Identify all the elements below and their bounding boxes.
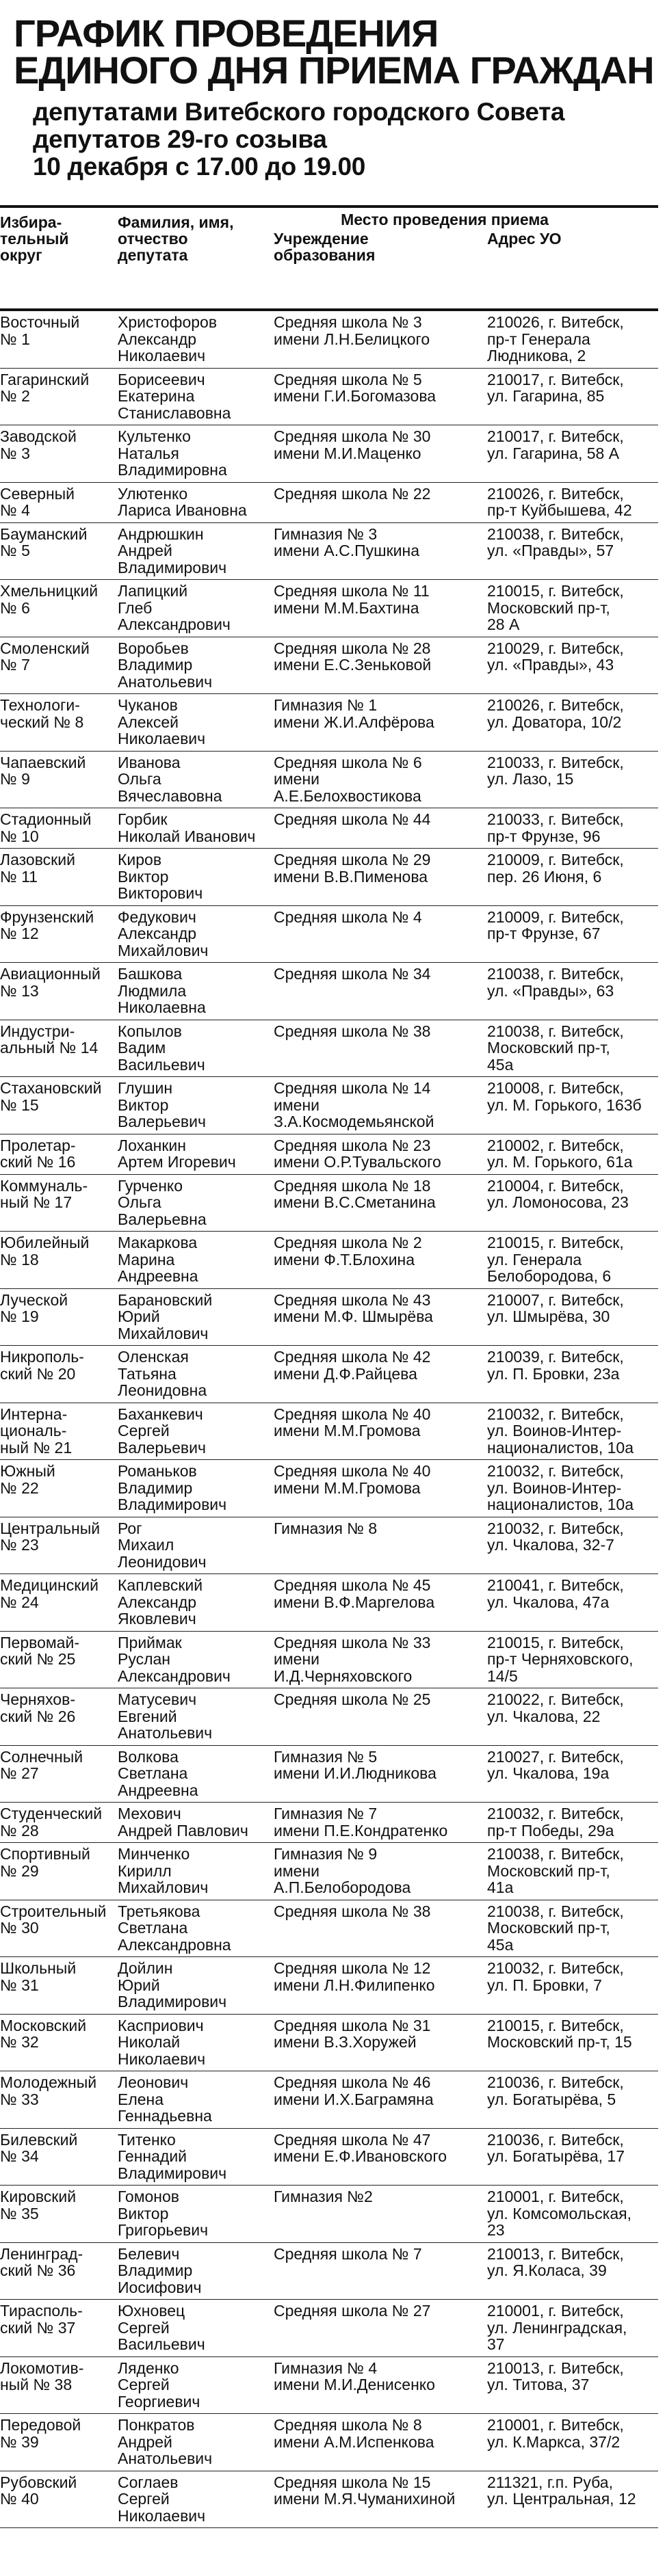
address-cell: 210038, г. Витебск, Московский пр-т, 45а — [487, 1022, 624, 1074]
institution-cell: Средняя школа № 43 имени М.Ф. Шмырёва — [274, 1290, 433, 1325]
deputy-cell: Третьякова Светлана Александровна — [118, 1902, 231, 1954]
table-row — [0, 1957, 658, 2015]
table-row — [0, 1289, 658, 1346]
district-cell: Технологи- ческий № 8 — [0, 696, 84, 731]
institution-cell: Средняя школа № 40 имени М.М.Громова — [274, 1462, 431, 1497]
district-cell: Центральный № 23 — [0, 1519, 101, 1554]
district-cell: Смоленский № 7 — [0, 639, 90, 674]
table-top-rule — [0, 205, 658, 208]
deputy-cell: Федукович Александр Михайлович — [118, 907, 209, 959]
address-cell: 210013, г. Витебск, ул. Я.Коласа, 39 — [487, 2244, 624, 2279]
address-cell: 210036, г. Витебск, ул. Богатырёва, 5 — [487, 2073, 624, 2108]
table-row — [0, 483, 658, 523]
district-cell: Коммуналь- ный № 17 — [0, 1176, 88, 1211]
institution-cell: Гимназия № 5 имени И.И.Людникова — [274, 1747, 436, 1782]
district-cell: Юбилейный № 18 — [0, 1234, 90, 1269]
table-row — [0, 580, 658, 637]
institution-cell: Средняя школа № 18 имени В.С.Сметанина — [274, 1176, 436, 1211]
institution-cell: Средняя школа № 28 имени Е.С.Зеньковой — [274, 639, 432, 674]
deputy-cell: Башкова Людмила Николаевна — [118, 965, 206, 1016]
district-cell: Чапаевский № 9 — [0, 753, 86, 788]
table-row — [0, 1746, 658, 1803]
deputy-cell: Матусевич Евгений Анатольевич — [118, 1690, 213, 1742]
deputy-cell: Воробьев Владимир Анатольевич — [118, 639, 213, 691]
institution-cell: Средняя школа № 34 — [274, 965, 431, 983]
table-row — [0, 808, 658, 849]
address-cell: 210015, г. Витебск, ул. Генерала Белобородова, 6 — [487, 1234, 624, 1285]
institution-cell: Гимназия № 1 имени Ж.И.Алфёрова — [274, 696, 434, 731]
institution-cell: Средняя школа № 29 имени В.В.Пименова — [274, 851, 431, 886]
district-cell: Заводской № 3 — [0, 427, 77, 462]
table-row — [0, 1843, 658, 1900]
address-cell: 210032, г. Витебск, ул. П. Бровки, 7 — [487, 1959, 624, 1994]
address-cell: 210002, г. Витебск, ул. М. Горького, 61а — [487, 1136, 633, 1171]
deputy-cell: Белевич Владимир Иосифович — [118, 2244, 202, 2296]
district-cell: Хмельницкий № 6 — [0, 582, 99, 617]
institution-cell: Средняя школа № 8 имени А.М.Испенкова — [274, 2416, 434, 2451]
table-row — [0, 2357, 658, 2415]
district-cell: Тирасполь- ский № 37 — [0, 2302, 83, 2337]
institution-cell: Средняя школа № 33 имени И.Д.Черняховского — [274, 1633, 431, 1685]
institution-cell: Средняя школа № 15 имени М.Я.Чуманихиной — [274, 2473, 456, 2508]
district-cell: Молодежный № 33 — [0, 2073, 97, 2108]
table-row — [0, 2471, 658, 2529]
address-cell: 210027, г. Витебск, ул. Чкалова, 19а — [487, 1747, 624, 1782]
district-cell: Московский № 32 — [0, 2016, 87, 2051]
column-group-place: Место проведения приема — [341, 211, 549, 228]
table-row — [0, 1574, 658, 1632]
institution-cell: Средняя школа № 2 имени Ф.Т.Блохина — [274, 1234, 422, 1269]
institution-cell: Средняя школа № 3 имени Л.Н.Белицкого — [274, 313, 430, 348]
table-row — [0, 1517, 658, 1575]
deputy-cell: Волкова Светлана Андреевна — [118, 1747, 198, 1799]
deputy-cell: Гомонов Виктор Григорьевич — [118, 2188, 209, 2239]
institution-cell: Средняя школа № 25 — [274, 1690, 431, 1708]
deputy-cell: Горбик Николай Иванович — [118, 810, 256, 845]
address-cell: 210001, г. Витебск, ул. Комсомольская, 23 — [487, 2188, 631, 2239]
deputy-cell: Приймак Руслан Александрович — [118, 1633, 231, 1685]
address-cell: 210013, г. Витебск, ул. Титова, 37 — [487, 2359, 624, 2393]
deputy-cell: Понкратов Андрей Анатольевич — [118, 2416, 213, 2467]
table-row — [0, 2015, 658, 2072]
institution-cell: Средняя школа № 4 — [274, 907, 422, 926]
address-cell: 210017, г. Витебск, ул. Гагарина, 58 А — [487, 427, 624, 462]
table-row — [0, 1403, 658, 1461]
deputy-cell: Оленская Татьяна Леонидовна — [118, 1348, 207, 1399]
table-row — [0, 1134, 658, 1175]
address-cell: 210038, г. Витебск, ул. «Правды», 57 — [487, 525, 624, 559]
deputy-cell: Улютенко Лариса Ивановна — [118, 484, 247, 519]
table-row — [0, 752, 658, 809]
table-row — [0, 2071, 658, 2129]
address-cell: 210036, г. Витебск, ул. Богатырёва, 17 — [487, 2130, 625, 2165]
deputy-cell: Андрюшкин Андрей Владимирович — [118, 525, 227, 576]
table-row — [0, 2300, 658, 2357]
district-cell: Фрунзенский № 12 — [0, 907, 94, 942]
institution-cell: Средняя школа № 23 имени О.Р.Тувальского — [274, 1136, 441, 1171]
institution-cell: Гимназия № 9 имени А.П.Белобородова — [274, 1845, 411, 1896]
district-cell: Авиационный № 13 — [0, 965, 101, 1000]
institution-cell: Гимназия № 8 — [274, 1519, 378, 1537]
district-cell: Медицинский № 24 — [0, 1576, 99, 1611]
district-cell: Первомай- ский № 25 — [0, 1633, 79, 1668]
institution-cell: Средняя школа № 31 имени В.З.Хоружей — [274, 2016, 431, 2051]
institution-cell: Средняя школа № 46 имени И.Х.Баграмяна — [274, 2073, 434, 2108]
column-header-institution: Учреждение образования — [274, 230, 376, 264]
deputy-cell: Ляденко Сергей Георгиевич — [118, 2359, 200, 2411]
table-row — [0, 2186, 658, 2243]
address-cell: 210015, г. Витебск, Московский пр-т, 15 — [487, 2016, 632, 2051]
institution-cell: Средняя школа № 47 имени Е.Ф.Ивановского — [274, 2130, 447, 2165]
institution-cell: Средняя школа № 5 имени Г.И.Богомазова — [274, 370, 436, 405]
institution-cell: Средняя школа № 6 имени А.Е.Белохвостикова — [274, 753, 422, 805]
table-row — [0, 1232, 658, 1289]
district-cell: Билевский № 34 — [0, 2130, 78, 2165]
district-cell: Спортивный № 29 — [0, 1845, 90, 1880]
district-cell: Стадионный № 10 — [0, 810, 92, 845]
deputy-cell: Иванова Ольга Вячеславовна — [118, 753, 222, 805]
address-cell: 210026, г. Витебск, пр-т Куйбышева, 42 — [487, 484, 632, 519]
district-cell: Северный № 4 — [0, 484, 75, 519]
deputy-cell: Борисеевич Екатерина Станиславовна — [118, 370, 231, 422]
deputy-cell: Мехович Андрей Павлович — [118, 1805, 248, 1840]
district-cell: Студенческий № 28 — [0, 1805, 103, 1840]
table-row — [0, 2414, 658, 2471]
deputy-cell: Чуканов Алексей Николаевич — [118, 696, 206, 747]
table-row — [0, 1175, 658, 1232]
page-title: ГРАФИК ПРОВЕДЕНИЯ ЕДИНОГО ДНЯ ПРИЕМА ГРАЖДАН — [14, 12, 654, 92]
deputy-cell: Юхновец Сергей Васильевич — [118, 2302, 205, 2353]
deputy-cell: Киров Виктор Викторович — [118, 851, 203, 902]
address-cell: 210017, г. Витебск, ул. Гагарина, 85 — [487, 370, 624, 405]
table-row — [0, 1346, 658, 1403]
deputy-cell: Романьков Владимир Владимирович — [118, 1462, 227, 1513]
district-cell: Никрополь- ский № 20 — [0, 1348, 84, 1383]
table-row — [0, 523, 658, 581]
address-cell: 210032, г. Витебск, ул. Воинов-Интер- националистов, 10а — [487, 1405, 634, 1457]
address-cell: 210001, г. Витебск, ул. Ленинградская, 37 — [487, 2302, 627, 2353]
deputy-cell: Касприович Николай Николаевич — [118, 2016, 206, 2068]
deputy-cell: Гурченко Ольга Валерьевна — [118, 1176, 207, 1228]
address-cell: 210004, г. Витебск, ул. Ломоносова, 23 — [487, 1176, 629, 1211]
deputy-cell: Копылов Вадим Васильевич — [118, 1022, 205, 1074]
address-cell: 210038, г. Витебск, Московский пр-т, 41а — [487, 1845, 624, 1896]
address-cell: 210032, г. Витебск, ул. Воинов-Интер- националистов, 10а — [487, 1462, 634, 1513]
address-cell: 210009, г. Витебск, пр-т Фрунзе, 67 — [487, 907, 624, 942]
district-cell: Школьный № 31 — [0, 1959, 77, 1994]
district-cell: Луческой № 19 — [0, 1290, 68, 1325]
address-cell: 210008, г. Витебск, ул. М. Горького, 163б — [487, 1079, 642, 1114]
district-cell: Южный № 22 — [0, 1462, 55, 1497]
table-row — [0, 1803, 658, 1843]
address-cell: 210038, г. Витебск, Московский пр-т, 45а — [487, 1902, 624, 1954]
address-cell: 210022, г. Витебск, ул. Чкалова, 22 — [487, 1690, 624, 1725]
column-header-district: Избира- тельный округ — [0, 213, 69, 264]
table-row — [0, 425, 658, 483]
address-cell: 210033, г. Витебск, ул. Лазо, 15 — [487, 753, 624, 788]
institution-cell: Средняя школа № 45 имени В.Ф.Маргелова — [274, 1576, 435, 1611]
column-header-address: Адрес УО — [487, 230, 562, 248]
district-cell: Ленинград- ский № 36 — [0, 2244, 83, 2279]
district-cell: Солнечный № 27 — [0, 1747, 83, 1782]
district-cell: Рубовский № 40 — [0, 2473, 77, 2508]
institution-cell: Средняя школа № 42 имени Д.Ф.Райцева — [274, 1348, 431, 1383]
table-body — [0, 311, 658, 2528]
deputy-cell: Соглаев Сергей Николаевич — [118, 2473, 206, 2525]
table-header — [0, 209, 658, 308]
district-cell: Стахановский № 15 — [0, 1079, 102, 1114]
table-row — [0, 1460, 658, 1517]
institution-cell: Гимназия № 4 имени М.И.Денисенко — [274, 2359, 435, 2393]
table-row — [0, 1020, 658, 1078]
institution-cell: Средняя школа № 44 — [274, 810, 431, 828]
address-cell: 210015, г. Витебск, пр-т Черняховского, 14/5 — [487, 1633, 634, 1685]
deputy-cell: Культенко Наталья Владимировна — [118, 427, 227, 479]
table-row — [0, 1632, 658, 1689]
address-cell: 210033, г. Витебск, пр-т Фрунзе, 96 — [487, 810, 624, 845]
table-row — [0, 369, 658, 426]
district-cell: Лазовский № 11 — [0, 851, 75, 886]
address-cell: 210038, г. Витебск, ул. «Правды», 63 — [487, 965, 624, 1000]
table-row — [0, 694, 658, 752]
institution-cell: Средняя школа № 27 — [274, 2302, 431, 2320]
table-row — [0, 906, 658, 964]
deputy-cell: Минченко Кирилл Михайлович — [118, 1845, 209, 1896]
deputy-cell: Лоханкин Артем Игоревич — [118, 1136, 236, 1171]
address-cell: 210029, г. Витебск, ул. «Правды», 43 — [487, 639, 624, 674]
district-cell: Интерна- циональ- ный № 21 — [0, 1405, 73, 1457]
deputy-cell: Дойлин Юрий Владимирович — [118, 1959, 227, 2010]
column-header-deputy: Фамилия, имя, отчество депутата — [118, 213, 234, 264]
table-row — [0, 1900, 658, 1958]
deputy-cell: Лапицкий Глеб Александрович — [118, 582, 231, 633]
institution-cell: Средняя школа № 22 — [274, 484, 431, 503]
deputy-cell: Глушин Виктор Валерьевич — [118, 1079, 206, 1130]
table-row — [0, 849, 658, 906]
table-row — [0, 637, 658, 695]
district-cell: Бауманский № 5 — [0, 525, 88, 559]
institution-cell: Средняя школа № 38 — [274, 1902, 431, 1920]
district-cell: Строительный № 30 — [0, 1902, 107, 1937]
address-cell: 210039, г. Витебск, ул. П. Бровки, 23а — [487, 1348, 624, 1383]
district-cell: Локомотив- ный № 38 — [0, 2359, 84, 2393]
deputy-cell: Барановский Юрий Михайлович — [118, 1290, 213, 1342]
institution-cell: Средняя школа № 11 имени М.М.Бахтина — [274, 582, 430, 617]
district-cell: Восточный № 1 — [0, 313, 80, 348]
institution-cell: Гимназия №2 — [274, 2188, 373, 2205]
deputy-cell: Христофоров Александр Николаевич — [118, 313, 218, 364]
address-cell: 210007, г. Витебск, ул. Шмырёва, 30 — [487, 1290, 624, 1325]
address-cell: 210001, г. Витебск, ул. К.Маркса, 37/2 — [487, 2416, 624, 2451]
table-row — [0, 2129, 658, 2186]
district-cell: Гагаринский № 2 — [0, 370, 90, 405]
address-cell: 210026, г. Витебск, пр-т Генерала Людникова, 2 — [487, 313, 624, 364]
address-cell: 210015, г. Витебск, Московский пр-т, 28 А — [487, 582, 624, 633]
institution-cell: Средняя школа № 14 имени З.А.Космодемьянской — [274, 1079, 434, 1130]
table-row — [0, 963, 658, 1020]
deputy-cell: Макаркова Марина Андреевна — [118, 1234, 198, 1285]
address-cell: 210041, г. Витебск, ул. Чкалова, 47а — [487, 1576, 624, 1611]
institution-cell: Средняя школа № 40 имени М.М.Громова — [274, 1405, 431, 1439]
deputy-cell: Баханкевич Сергей Валерьевич — [118, 1405, 206, 1457]
address-cell: 210032, г. Витебск, пр-т Победы, 29а — [487, 1805, 624, 1840]
institution-cell: Гимназия № 3 имени А.С.Пушкина — [274, 525, 420, 559]
district-cell: Передовой № 39 — [0, 2416, 81, 2451]
district-cell: Черняхов- ский № 26 — [0, 1690, 76, 1725]
deputy-cell: Леонович Елена Геннадьевна — [118, 2073, 212, 2125]
district-cell: Индустри- альный № 14 — [0, 1022, 99, 1057]
institution-cell: Средняя школа № 12 имени Л.Н.Филипенко — [274, 1959, 435, 1994]
page-subtitle: депутатами Витебского городского Совета депутатов 29-го созыва 10 декабря с 17.00 до 19.00 — [33, 98, 565, 181]
table-row — [0, 311, 658, 369]
table-row — [0, 1688, 658, 1746]
institution-cell: Средняя школа № 7 — [274, 2244, 422, 2263]
table-row — [0, 2243, 658, 2300]
institution-cell: Средняя школа № 30 имени М.И.Маценко — [274, 427, 431, 462]
district-cell: Кировский № 35 — [0, 2188, 77, 2222]
address-cell: 210032, г. Витебск, ул. Чкалова, 32-7 — [487, 1519, 624, 1554]
address-cell: 210009, г. Витебск, пер. 26 Июня, 6 — [487, 851, 624, 886]
deputy-cell: Каплевский Александр Яковлевич — [118, 1576, 203, 1628]
table-row — [0, 1077, 658, 1134]
address-cell: 210026, г. Витебск, ул. Доватора, 10/2 — [487, 696, 624, 731]
institution-cell: Гимназия № 7 имени П.Е.Кондратенко — [274, 1805, 448, 1840]
deputy-cell: Рог Михаил Леонидович — [118, 1519, 207, 1571]
district-cell: Пролетар- ский № 16 — [0, 1136, 76, 1171]
institution-cell: Средняя школа № 38 — [274, 1022, 431, 1040]
address-cell: 211321, г.п. Руба, ул. Центральная, 12 — [487, 2473, 636, 2508]
deputy-cell: Титенко Геннадий Владимирович — [118, 2130, 227, 2182]
